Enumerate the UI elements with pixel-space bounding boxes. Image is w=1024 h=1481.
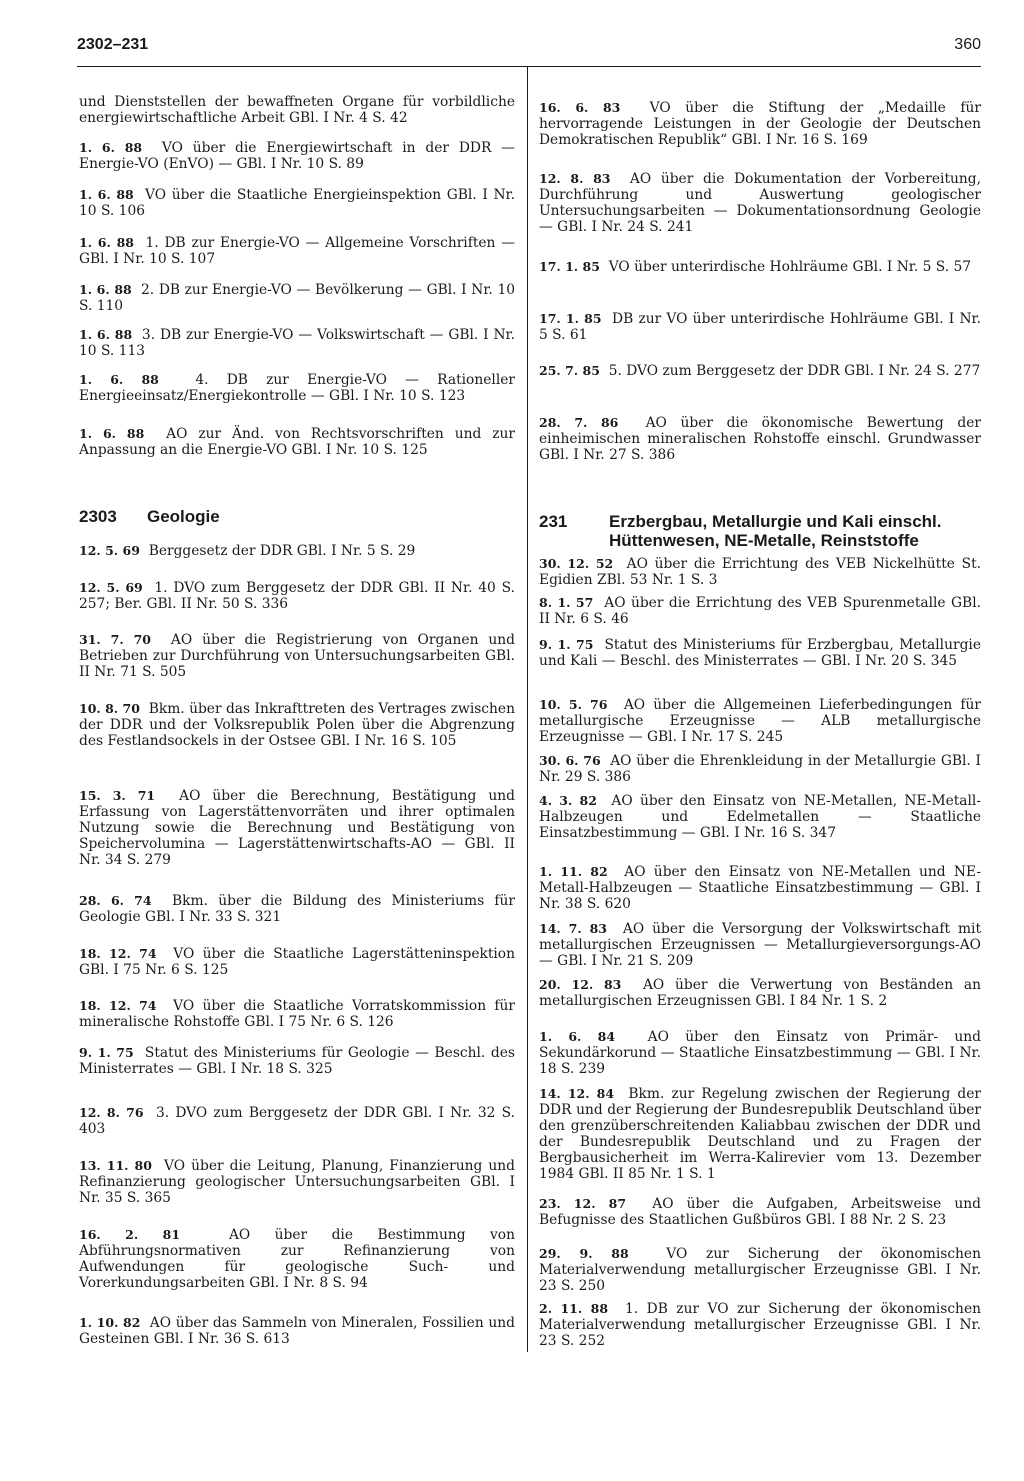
section-number: 2303 [79, 507, 117, 526]
list-item: 12. 5. 69 1. DVO zum Berggesetz der DDR GBl. II Nr. 40 S. 257; Ber. GBl. II Nr. 50 S. 336 [79, 580, 515, 612]
list-item: 10. 5. 76 AO über die Allgemeinen Lieferbedingungen für metallurgische Erzeugnisse — ALB metallurgische Erzeugnisse — GBl. I Nr. 17 S. 245 [539, 697, 981, 745]
list-item: 15. 3. 71 AO über die Berechnung, Bestätigung und Erfassung von Lagerstättenvorräten und ihrer optimalen Nutzung sowie die Berechnung und Bestätigung von Speichervolumina — Lagerstättenwirtschafts-AO — GBl. II Nr. 34 S. 279 [79, 788, 515, 868]
list-item: 1. 6. 88 1. DB zur Energie-VO — Allgemeine Vorschriften — GBl. I Nr. 10 S. 107 [79, 235, 515, 267]
list-item: 16. 2. 81 AO über die Bestimmung von Abführungsnormativen zur Refinanzierung von Aufwendungen für geologische Such- und Vorerkundungsarbeiten GBl. I Nr. 8 S. 94 [79, 1227, 515, 1291]
list-item: 12. 8. 76 3. DVO zum Berggesetz der DDR GBl. I Nr. 32 S. 403 [79, 1105, 515, 1137]
list-item: 17. 1. 85 DB zur VO über unterirdische Hohlräume GBl. I Nr. 5 S. 61 [539, 311, 981, 343]
list-item: 14. 12. 84 Bkm. zur Regelung zwischen der Regierung der DDR und der Regierung der Bundesrepublik Deutschland über den grenzüberschreitenden Kaliabbau zwischen der DDR und der Bundesrepublik Deutschland und zu Fragen der Bergbausicherheit im Werra-Kalirevier vom 13. Dezember 1984 GBl. II 85 Nr. 1 S. 1 [539, 1086, 981, 1182]
list-item: 29. 9. 88 VO zur Sicherung der ökonomischen Materialverwendung metallurgischer Erzeugnisse GBl. I Nr. 23 S. 250 [539, 1246, 981, 1294]
list-item: 1. 6. 88 AO zur Änd. von Rechtsvorschriften und zur Anpassung an die Energie-VO GBl. I Nr. 10 S. 125 [79, 426, 516, 458]
page-number: 360 [954, 36, 981, 53]
list-item: 18. 12. 74 VO über die Staatliche Vorratskommission für mineralische Rohstoffe GBl. I 75 Nr. 6 S. 126 [79, 998, 515, 1030]
section-number: 231 [539, 512, 568, 531]
list-item: 17. 1. 85 VO über unterirdische Hohlräume GBl. I Nr. 5 S. 57 [539, 259, 972, 275]
list-item: 28. 6. 74 Bkm. über die Bildung des Ministeriums für Geologie GBl. I Nr. 33 S. 321 [79, 893, 515, 925]
list-item: 10. 8. 70 Bkm. über das Inkrafttreten des Vertrages zwischen der DDR und der Volksrepublik Polen über die Abgrenzung des Festlandsockels in der Ostsee GBl. I Nr. 16 S. 105 [79, 701, 515, 749]
page-range-label: 2302–231 [77, 36, 149, 53]
list-item: 8. 1. 57 AO über die Errichtung des VEB Spurenmetalle GBl. II Nr. 6 S. 46 [539, 595, 981, 627]
list-item: 18. 12. 74 VO über die Staatliche Lagerstätteninspektion GBl. I 75 Nr. 6 S. 125 [79, 946, 515, 978]
list-item: 4. 3. 82 AO über den Einsatz von NE-Metallen, NE-Metall-Halbzeugen und Edelmetallen — Staatliche Einsatzbestimmung — GBl. I Nr. 16 S. 347 [539, 793, 981, 841]
list-item: 1. 6. 88 4. DB zur Energie-VO — Rationeller Energieeinsatz/Energiekontrolle — GBl. I Nr. 10 S. 123 [79, 372, 515, 404]
list-item: 16. 6. 83 VO über die Stiftung der „Medaille für hervorragende Leistungen in der Geologie der Deutschen Demokratischen Republik“ GBl. I Nr. 16 S. 169 [539, 100, 981, 148]
list-item: 9. 1. 75 Statut des Ministeriums für Geologie — Beschl. des Ministerrates — GBl. I Nr. 18 S. 325 [79, 1045, 515, 1077]
section-title: Geologie [147, 507, 220, 526]
list-item: 30. 6. 76 AO über die Ehrenkleidung in der Metallurgie GBl. I Nr. 29 S. 386 [539, 753, 981, 785]
list-item: 13. 11. 80 VO über die Leitung, Planung, Finanzierung und Refinanzierung geologischer Untersuchungsarbeiten GBl. I Nr. 35 S. 365 [79, 1158, 515, 1206]
list-item: 1. 11. 82 AO über den Einsatz von NE-Metallen und NE-Metall-Halbzeugen — Staatliche Einsatzbestimmung — GBl. I Nr. 38 S. 620 [539, 864, 981, 912]
list-item: 1. 10. 82 AO über das Sammeln von Mineralen, Fossilien und Gesteinen GBl. I Nr. 36 S. 613 [79, 1315, 515, 1347]
list-item: 1. 6. 84 AO über den Einsatz von Primär- und Sekundärkorund — Staatliche Einsatzbestimmung — GBl. I Nr. 18 S. 239 [539, 1029, 982, 1077]
header-rule [77, 66, 981, 67]
list-item: 12. 5. 69 Berggesetz der DDR GBl. I Nr. 5 S. 29 [79, 543, 416, 559]
list-item: 12. 8. 83 AO über die Dokumentation der Vorbereitung, Durchführung und Auswertung geologischer Untersuchungsarbeiten — Dokumentationsordnung Geologie — GBl. I Nr. 24 S. 241 [539, 171, 982, 235]
list-item: 9. 1. 75 Statut des Ministeriums für Erzbergbau, Metallurgie und Kali — Beschl. des Ministerrates — GBl. I Nr. 20 S. 345 [539, 637, 981, 669]
column-divider [527, 67, 528, 1352]
list-item: 28. 7. 86 AO über die ökonomische Bewertung der einheimischen mineralischen Rohstoffe einschl. Grundwasser GBl. I Nr. 27 S. 386 [539, 415, 981, 463]
list-item: 25. 7. 85 5. DVO zum Berggesetz der DDR GBl. I Nr. 24 S. 277 [539, 363, 981, 379]
list-item: 23. 12. 87 AO über die Aufgaben, Arbeitsweise und Befugnisse des Staatlichen Gußbüros GBl. I 88 Nr. 2 S. 23 [539, 1196, 982, 1228]
list-item: 1. 6. 88 3. DB zur Energie-VO — Volkswirtschaft — GBl. I Nr. 10 S. 113 [79, 327, 515, 359]
list-item: 1. 6. 88 VO über die Staatliche Energieinspektion GBl. I Nr. 10 S. 106 [79, 187, 515, 219]
list-item: 31. 7. 70 AO über die Registrierung von Organen und Betrieben zur Durchführung von Untersuchungsarbeiten GBl. II Nr. 71 S. 505 [79, 632, 515, 680]
list-item: 2. 11. 88 1. DB zur VO zur Sicherung der ökonomischen Materialverwendung metallurgischer Erzeugnisse GBl. I Nr. 23 S. 252 [539, 1301, 981, 1349]
list-item: 1. 6. 88 VO über die Energiewirtschaft in der DDR — Energie-VO (EnVO) — GBl. I Nr. 10 S. 89 [79, 140, 515, 172]
page-header [77, 34, 981, 62]
list-item: 1. 6. 88 2. DB zur Energie-VO — Bevölkerung — GBl. I Nr. 10 S. 110 [79, 282, 515, 314]
section-title: Erzbergbau, Metallurgie und Kali einschl. Hüttenwesen, NE-Metalle, Reinststoffe [609, 512, 942, 550]
list-item: 14. 7. 83 AO über die Versorgung der Volkswirtschaft mit metallurgischen Erzeugnissen — Metallurgieversorgungs-AO — GBl. I Nr. 21 S. 209 [539, 921, 981, 969]
list-item: 30. 12. 52 AO über die Errichtung des VEB Nickelhütte St. Egidien ZBl. 53 Nr. 1 S. 3 [539, 556, 981, 588]
list-item: 20. 12. 83 AO über die Verwertung von Beständen an metallurgischen Erzeugnissen GBl. I 84 Nr. 1 S. 2 [539, 977, 981, 1009]
list-item: und Dienststellen der bewaffneten Organe für vorbildliche energiewirtschaftliche Arbeit GBl. I Nr. 4 S. 42 [79, 94, 515, 126]
